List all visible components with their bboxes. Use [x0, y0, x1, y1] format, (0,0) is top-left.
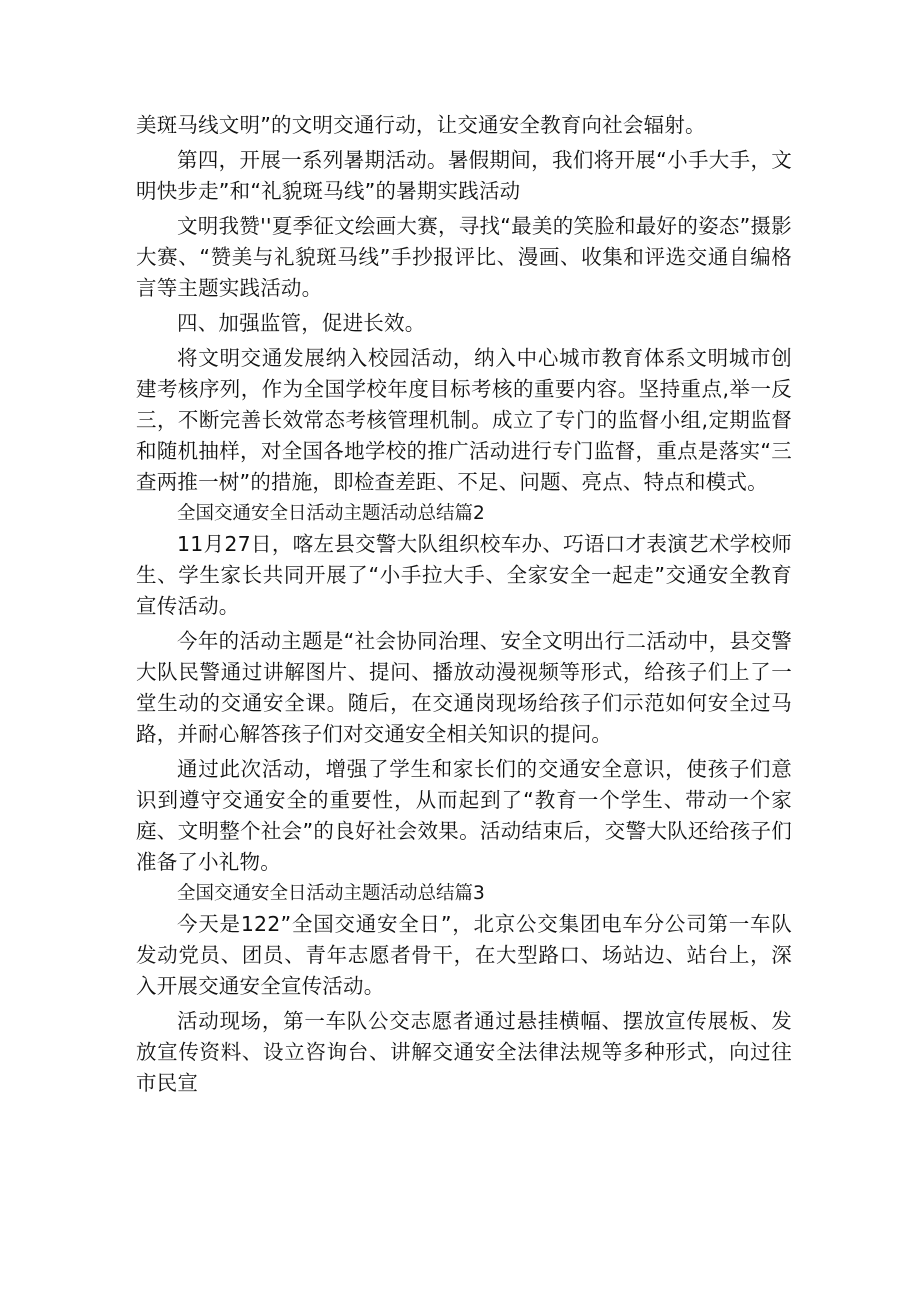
- paragraph-continuation: 美斑马线文明”的文明交通行动，让交通安全教育向社会辐射。: [136, 113, 706, 137]
- section-heading-supervision: 四、加强监管，促进长效。: [177, 311, 426, 335]
- paragraph-supervision: 将文明交通发展纳入校园活动，纳入中心城市教育体系文明城市创建考核序列，作为全国学校年度目标考核的重要内容。坚持重点,举一反三，不断完善长效常态考核管理机制。成立了专门的监督小组,定期监督和随机抽样，对全国各地学校的推广活动进行专门监督，重点是落实“三查两推一树”的措施，即检查差距、不足、问题、亮点、特点和模式。: [136, 346, 792, 494]
- article-heading-3: 全国交通安全日活动主题活动总结篇3: [177, 883, 485, 904]
- paragraph-activity-scene: 活动现场，第一车队公交志愿者通过悬挂横幅、摆放宣传展板、发放宣传资料、设立咨询台、讲解交通安全法律法规等多种形式，向过往市民宣: [136, 1009, 792, 1095]
- paragraph-summer-activities: 第四，开展一系列暑期活动。暑假期间，我们将开展“小手大手，文明快步走”和“礼貌斑马线”的暑期实践活动: [136, 148, 792, 203]
- paragraph-safety-day: 今天是122”全国交通安全日”，北京公交集团电车分公司第一车队发动党员、团员、青年志愿者骨干，在大型路口、场站边、站台上，深入开展交通安全宣传活动。: [136, 912, 792, 998]
- paragraph-event-date: 11月27日，喀左县交警大队组织校车办、巧语口才表演艺术学校师生、学生家长共同开展了“小手拉大手、全家安全一起走”交通安全教育宣传活动。: [136, 532, 792, 618]
- paragraph-contests: 文明我赞''夏季征文绘画大赛，寻找“最美的笑脸和最好的姿态”摄影大赛、“赞美与礼貌斑马线”手抄报评比、漫画、收集和评选交通自编格言等主题实践活动。: [136, 214, 792, 300]
- paragraph-results: 通过此次活动，增强了学生和家长们的交通安全意识，使孩子们意识到遵守交通安全的重要性，从而起到了“教育一个学生、带动一个家庭、文明整个社会”的良好社会效果。活动结束后，交警大队还给孩子们准备了小礼物。: [136, 757, 792, 874]
- paragraph-theme: 今年的活动主题是“社会协同治理、安全文明出行二活动中，县交警大队民警通过讲解图片、提问、播放动漫视频等形式，给孩子们上了一堂生动的交通安全课。随后，在交通岗现场给孩子们示范如何安全过马路，并耐心解答孩子们对交通安全相关知识的提问。: [136, 629, 792, 746]
- document-page: [136, 110, 792, 1099]
- article-heading-2: 全国交通安全日活动主题活动总结篇2: [177, 503, 485, 524]
